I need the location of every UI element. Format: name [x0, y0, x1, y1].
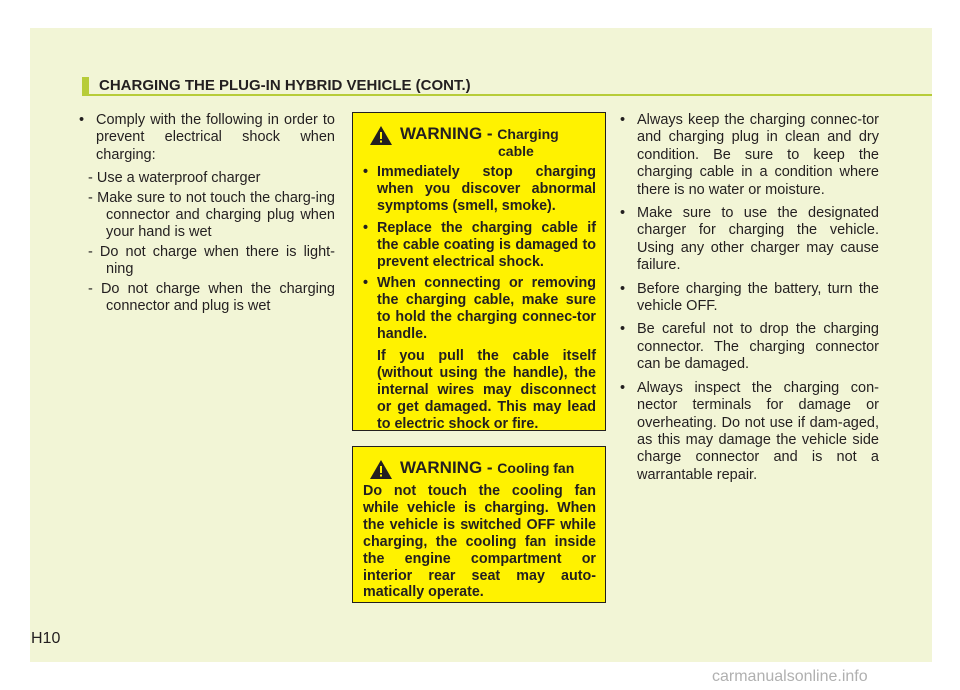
- warning-bullet: • Immediately stop charging when you discover abnormal symptoms (smell, smoke).: [363, 164, 596, 214]
- warning-triangle-icon: [370, 126, 392, 145]
- list-item: - Use a waterproof charger: [88, 170, 261, 187]
- warning-box-cooling-fan: [352, 446, 606, 603]
- header-rule: [82, 94, 932, 96]
- left-column: [79, 112, 335, 317]
- bullet-dot-icon: •: [620, 280, 626, 297]
- bullet-dot-icon: •: [363, 219, 369, 236]
- warning-body: [363, 164, 596, 438]
- warning-bullet: • Replace the charging cable if the cable coating is damaged to prevent electrical shock.: [363, 219, 596, 270]
- warning-title: WARNING - Cooling fan: [400, 458, 575, 477]
- watermark: carmanualsonline.info: [712, 668, 868, 685]
- bullet-dot-icon: •: [620, 205, 626, 222]
- list-item: - Make sure to not touch the charg-ing connector and charging plug when your hand is wet: [88, 189, 335, 241]
- warning-body: [363, 483, 596, 606]
- page-number: H10: [31, 630, 61, 647]
- bullet-dot-icon: •: [620, 379, 626, 396]
- warning-bullet: • When connecting or removing the charging cable, make sure to hold the charging connec-tor handle.: [363, 275, 596, 343]
- warning-box-charging-cable: [352, 112, 606, 431]
- warning-subject-continued: cable: [498, 143, 534, 159]
- warning-title: WARNING - Charging: [400, 124, 559, 143]
- list-item: - Do not charge when there is light-ning: [88, 243, 335, 278]
- list-item: • Make sure to use the designated charger for charging the vehicle. Using any other charger may cause failure.: [620, 205, 879, 274]
- list-item: • Always inspect the charging con-nector terminals for damage or overheating. Do not use if dam-aged, as this may damage the vehicle side charge connector and is not a warrantable repair.: [620, 379, 879, 483]
- list-item: • Always keep the charging connec-tor and charging plug in clean and dry condition. Be sure to keep the charging cable in a condition where there is no water or moisture.: [620, 112, 879, 198]
- warning-header: [353, 113, 605, 159]
- section-title: CHARGING THE PLUG-IN HYBRID VEHICLE (CONT.): [99, 77, 471, 94]
- header-accent-bar: [82, 77, 89, 94]
- intro-bullet: • Comply with the following in order to prevent electrical shock when charging:: [79, 112, 335, 163]
- bullet-dot-icon: •: [620, 112, 626, 128]
- bullet-dot-icon: •: [363, 275, 369, 292]
- list-item: • Before charging the battery, turn the vehicle OFF.: [620, 280, 879, 315]
- list-item: - Do not charge when the charging connector and plug is wet: [88, 280, 335, 315]
- warning-note: If you pull the cable itself (without using the handle), the internal wires may disconnect or get damaged. This may lead to electric shock or fire.: [377, 348, 596, 432]
- bullet-dot-icon: •: [620, 321, 626, 338]
- bullet-dot-icon: •: [363, 164, 369, 180]
- warning-triangle-icon: [370, 460, 392, 479]
- right-column: [620, 112, 879, 490]
- list-item: • Be careful not to drop the charging connector. The charging connector can be damaged.: [620, 321, 879, 373]
- warning-text: Do not touch the cooling fan while vehicle is charging. When the vehicle is switched OFF while charging, the cooling fan inside the engine compartment or interior rear seat may auto-matically operate.: [363, 483, 596, 601]
- warning-header: [353, 447, 605, 481]
- bullet-dot-icon: •: [79, 112, 85, 128]
- section-header: [82, 77, 932, 94]
